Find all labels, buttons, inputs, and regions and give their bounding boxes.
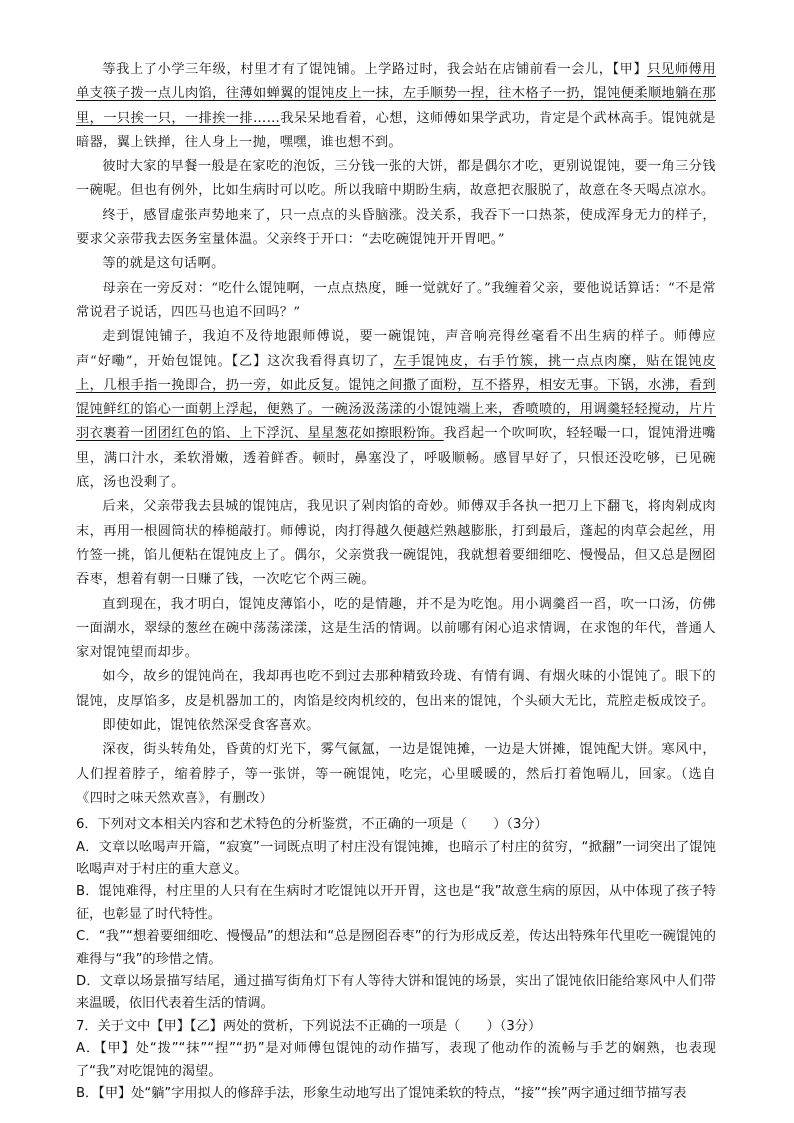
paragraph-5: 母亲在一旁反对：“吃什么馄饨啊，一点点热度，睡一觉就好了。”我缠着父亲，要他说话算话：“不是常常说君子说话，四匹马也追不回吗？” xyxy=(76,280,716,320)
question-6-option-a: A．文章以吆喝声开篇，“寂寞”一词既点明了村庄没有馄饨摊，也暗示了村庄的贫穷，“掀翻”一词突出了馄饨吆喝声对于村庄的重大意义。 xyxy=(76,839,716,878)
paragraph-2: 彼时大家的早餐一般是在家吃的泡饭，三分钱一张的大饼，都是偶尔才吃，更别说馄饨，要一角三分钱一碗呢。但也有例外，比如生病时可以吃。所以我暗中期盼生病，故意把衣服脱了，故意在冬天喝点凉水。 xyxy=(76,159,716,199)
question-7-stem: 7．关于文中【甲】【乙】两处的赏析，下列说法不正确的一项是（ ）（3分） xyxy=(76,1018,542,1034)
question-6-option-c: C．“我”“想着要细细吃、慢慢品”的想法和“总是囫囵吞枣”的行为形成反差，传达出特殊年代里吃一碗馄饨的难得与“我”的珍惜之情。 xyxy=(76,929,716,967)
underlined-yi: 左手馄饨皮，右手竹簇，挑一点点肉糜，贴在馄饨皮上，几根手指一挽即合，扔一旁，如此反复。馄饨之间撒了面粉，互不搭界，相安无事。下锅，水沸，看到馄饨鲜红的馅心一面朝上浮起，便熟了。一碗汤汲荡漾的小馄饨端上来，香喷喷的，用调羹轻轻搅动，片片羽衣裹着一团团红色的馅、上下浮沉、星星葱花如擦眼粉饰。 xyxy=(76,353,716,442)
paragraph-4: 等的就是这句话啊。 xyxy=(102,256,225,272)
question-7-option-b: B．【甲】处“躺”字用拟人的修辞手法，形象生动地写出了馄饨柔软的特点，“接”“挨”两字通过细节描写表 xyxy=(76,1086,687,1102)
paragraph-7: 后来，父亲带我去县城的馄饨店，我见识了剁肉馅的奇妙。师傅双手各执一把刀上下翻飞，将肉剁成肉末，再用一根圆筒状的棒槌敲打。师傅说，肉打得越久便越烂熟越膨胀，打到最后，蓬起的肉草会起丝，用竹签一挑，馅儿便粘在馄饨皮上了。偶尔，父亲赏我一碗馄饨，我就想着要细细吃、慢慢品，但又总是囫囵吞枣，想着有朝一日赚了钱，一次吃它个两三碗。 xyxy=(76,499,716,588)
paragraph-1: 等我上了小学三年级，村里才有了馄饨铺。上学路过时，我会站在店铺前看一会儿，【甲】只见师傅用单支筷子拨一点儿肉馅，往薄如蝉翼的馄饨皮上一抹，左手顺势一捏，往木格子一扔，馄饨便柔顺地躺在那里，一只挨一只，一排挨一排……我呆呆地看着，心想，这师傅如果学武功，肯定是个武林高手。馄饨就是暗器，翼上铁掸，往人身上一抛，嘿嘿，谁也想不到。 xyxy=(76,62,717,150)
paragraph-8: 直到现在，我才明白，馄饨皮薄馅小，吃的是情趣，并不是为吃饱。用小调羹舀一舀，吹一口汤，仿佛一面湖水，翠绿的葱丝在碗中荡荡漾漾，这是生活的情调。以前哪有闲心追求情调，在求饱的年代，普通人家对馄饨望而却步。 xyxy=(76,596,716,661)
reading-passage xyxy=(76,58,716,811)
paragraph-10: 即使如此，馄饨依然深受食客喜欢。 xyxy=(102,718,320,734)
question-6-stem: 6．下列对文本相关内容和艺术特色的分析鉴赏，不正确的一项是（ ）（3分） xyxy=(76,817,548,833)
question-7-option-a: A．【甲】处“拨”“抹”“捏”“扔”是对师傅包馄饨的动作描写，表现了他动作的流畅与手艺的娴熟，也表现了“我”对吃馄饨的渴望。 xyxy=(76,1041,716,1079)
question-6-option-b: B．馄饨难得，村庄里的人只有在生病时才吃馄饨以开开胃，这也是“我”故意生病的原因，从中体现了孩子特征，也彰显了时代特性。 xyxy=(76,884,716,922)
paragraph-9: 如今，故乡的馄饨尚在，我却再也吃不到过去那种精致玲珑、有情有调、有烟火味的小馄饨了。眼下的馄饨，皮厚馅多，皮是机器加工的，肉馅是绞肉机绞的，包出来的馄饨，个头硕大无比，荒腔走板成饺子。 xyxy=(76,669,716,709)
underlined-jia: 只见师傅用单支筷子拨一点儿肉馅，往薄如蝉翼的馄饨皮上一抹，左手顺势一捏，往木格子一扔，馄饨便柔顺地躺在那里，一只挨一只，一排挨一排…… xyxy=(76,62,716,126)
question-6-option-d: D．文章以场景描写结尾，通过描写街角灯下有人等待大饼和馄饨的场景，实出了馄饨依旧能给寒风中人们带来温暖，依旧代表着生活的情调。 xyxy=(76,974,716,1012)
paragraph-6: 走到馄饨铺子，我迫不及待地跟师傅说，要一碗馄饨，声音响亮得丝毫看不出生病的样子。师傅应声“好嘞”，开始包馄饨。【乙】这次我看得真切了，左手馄饨皮，右手竹簇，挑一点点肉糜，贴在馄饨皮上，几根手指一挽即合，扔一旁，如此反复。馄饨之间撒了面粉，互不搭界，相安无事。下锅，水沸，看到馄饨鲜红的馅心一面朝上浮起，便熟了。一碗汤汲荡漾的小馄饨端上来，香喷喷的，用调羹轻轻搅动，片片羽衣裹着一团团红色的馅、上下浮沉、星星葱花如擦眼粉饰。我舀起一个吹呵吹，轻轻嘬一口，馄饨滑进嘴里，满口汁水，柔软滑嫩，透着鲜香。顿时，鼻塞没了，呼吸顺畅。感冒早好了，只恨还没吃够，已见碗底，汤也没剩了。 xyxy=(76,329,716,491)
question-section xyxy=(76,814,716,1105)
paragraph-3: 终于，感冒虚张声势地来了，只一点点的头昏脑涨。没关系，我吞下一口热茶，使成浑身无力的样子，要求父亲带我去医务室量体温。父亲终于开口：“去吃碗馄饨开开胃吧。” xyxy=(76,207,716,248)
paragraph-11: 深夜，街头转角处，昏黄的灯光下，雾气氤氲，一边是馄饨摊，一边是大饼摊，馄饨配大饼。寒风中，人们捏着脖子，缩着脖子，等一张饼，等一碗馄饨，吃完，心里暖暖的，然后打着饱嗝儿，回家。（选自《四时之味天然欢喜》，有删改） xyxy=(76,742,716,806)
